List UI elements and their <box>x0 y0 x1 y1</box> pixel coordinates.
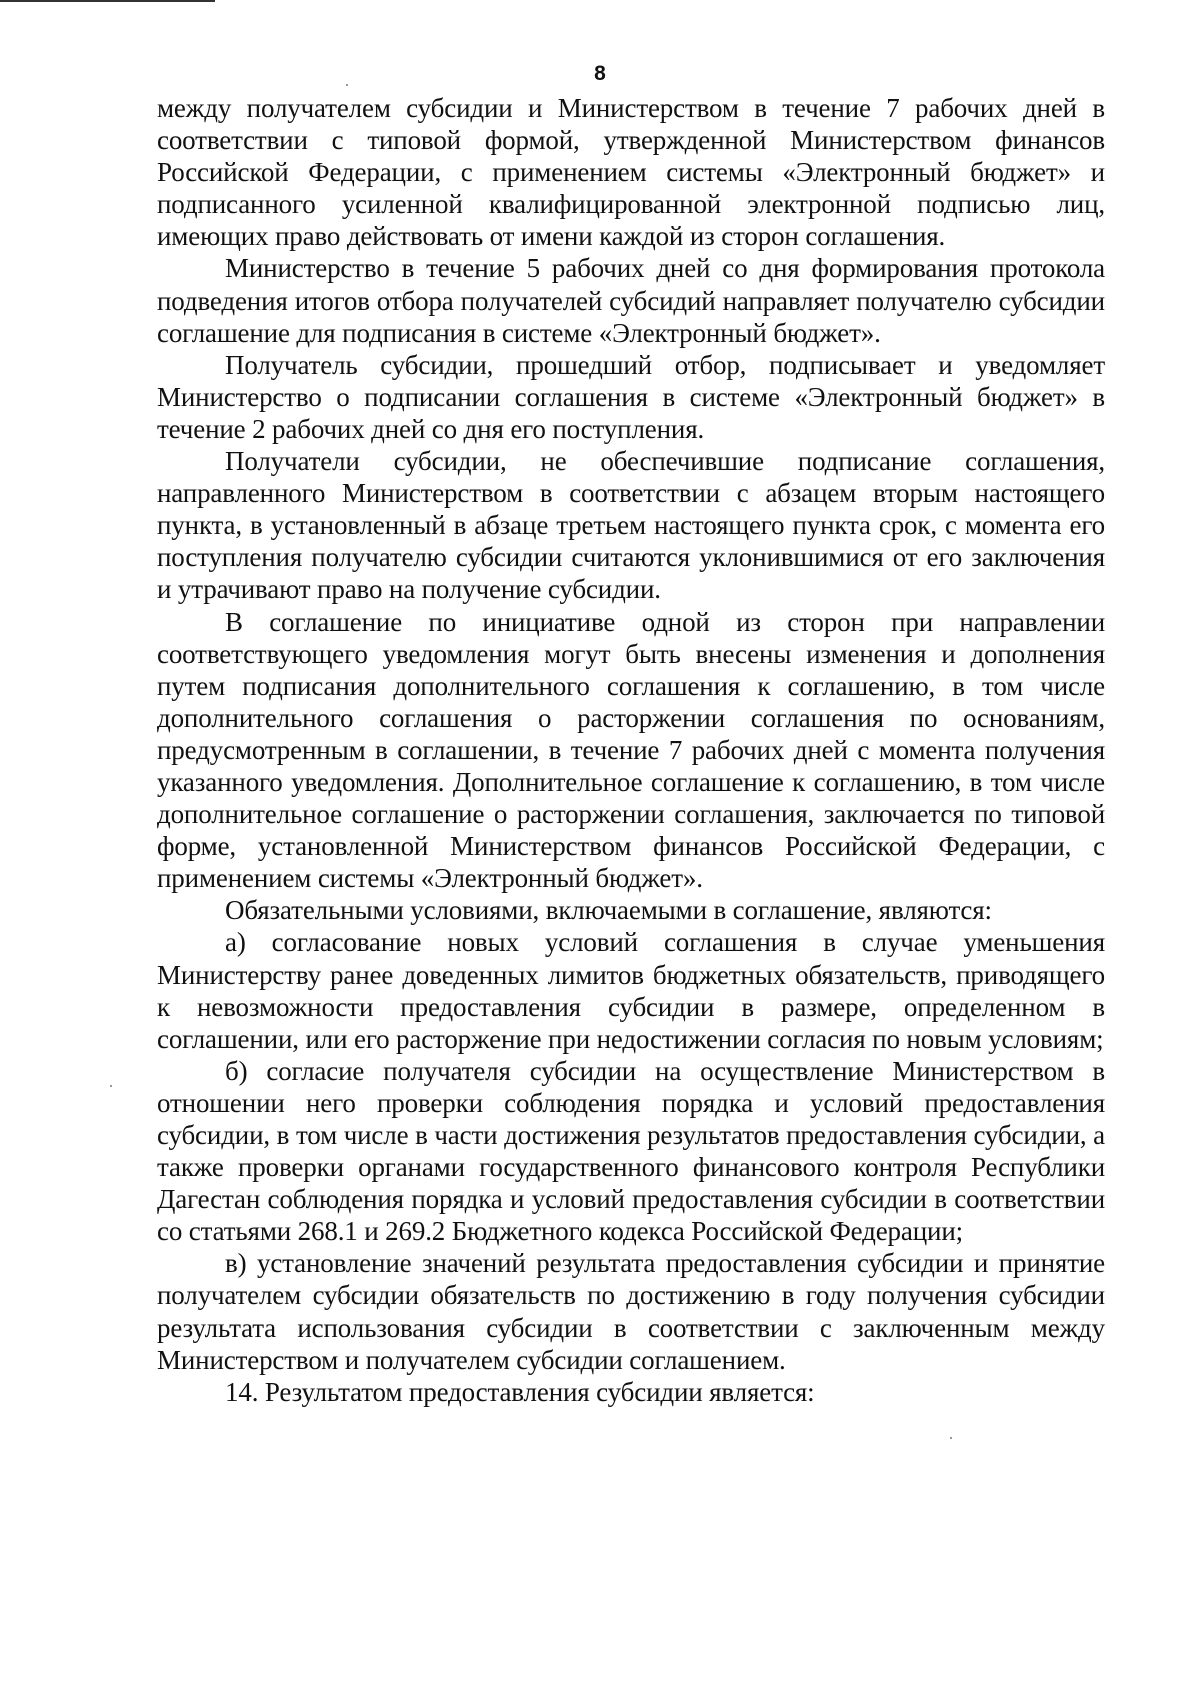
top-edge-rule <box>0 0 215 2</box>
document-body <box>157 92 1105 1408</box>
list-item-v: в) установление значений результата предоставления субсидии и принятие получателем субсидии обязательств по достижению в году получения субсидии результата использования субсидии в соответствии с заключенным между Министерством и получателем субсидии соглашением. <box>157 1248 1105 1375</box>
scan-speck <box>950 1437 952 1439</box>
list-item-a: а) согласование новых условий соглашения в случае уменьшения Министерству ранее доведенных лимитов бюджетных обязательств, приводящего к невозможности предоставления субсидии в размере, определенном в соглашении, или его расторжение при недостижении согласия по новым условиям; <box>157 927 1105 1054</box>
paragraph-amendments: В соглашение по инициативе одной из сторон при направлении соответствующего уведомления могут быть внесены изменения и дополнения путем подписания дополнительного соглашения к соглашению, в том числе дополнительного соглашения о расторжении соглашения по основаниям, предусмотренным в соглашении, в течение 7 рабочих дней с момента получения указанного уведомления. Дополнительное соглашение к соглашению, в том числе дополнительное соглашение о расторжении соглашения, заключается по типовой форме, установленной Министерством финансов Российской Федерации, с применением системы «Электронный бюджет». <box>157 606 1105 894</box>
paragraph-continuation: между получателем субсидии и Министерством в течение 7 рабочих дней в соответствии с типовой формой, утвержденной Министерством финансов Российской Федерации, с применением системы «Электронный бюджет» и подписанного усиленной квалифицированной электронной подписью лиц, имеющих право действовать от имени каждой из сторон соглашения. <box>157 93 1105 252</box>
scan-speck <box>346 84 348 86</box>
page-number: 8 <box>594 62 606 85</box>
paragraph-mandatory-conditions: Обязательными условиями, включаемыми в соглашение, являются: <box>225 895 992 926</box>
scan-speck <box>110 1085 112 1087</box>
section-14-heading: 14. Результатом предоставления субсидии является: <box>225 1376 815 1407</box>
paragraph-recipient-signs: Получатель субсидии, прошедший отбор, подписывает и уведомляет Министерство о подписании соглашения в системе «Электронный бюджет» в течение 2 рабочих дней со дня его поступления. <box>157 349 1105 444</box>
list-item-b: б) согласие получателя субсидии на осуществление Министерством в отношении него проверки соблюдения порядка и условий предоставления субсидии, в том числе в части достижения результатов предоставления субсидии, а также проверки органами государственного финансового контроля Республики Дагестан соблюдения порядка и условий предоставления субсидии в соответствии со статьями 268.1 и 269.2 Бюджетного кодекса Российской Федерации; <box>157 1055 1105 1247</box>
paragraph-ministry-sends-agreement: Министерство в течение 5 рабочих дней со дня формирования протокола подведения итогов отбора получателей субсидий направляет получателю субсидии соглашение для подписания в системе «Электронный бюджет». <box>157 253 1105 348</box>
paragraph-evasion: Получатели субсидии, не обеспечившие подписание соглашения, направленного Министерством в соответствии с абзацем вторым настоящего пункта, в установленный в абзаце третьем настоящего пункта срок, с момента его поступления получателю субсидии считаются уклонившимися от его заключения и утрачивают право на получение субсидии. <box>157 446 1105 605</box>
